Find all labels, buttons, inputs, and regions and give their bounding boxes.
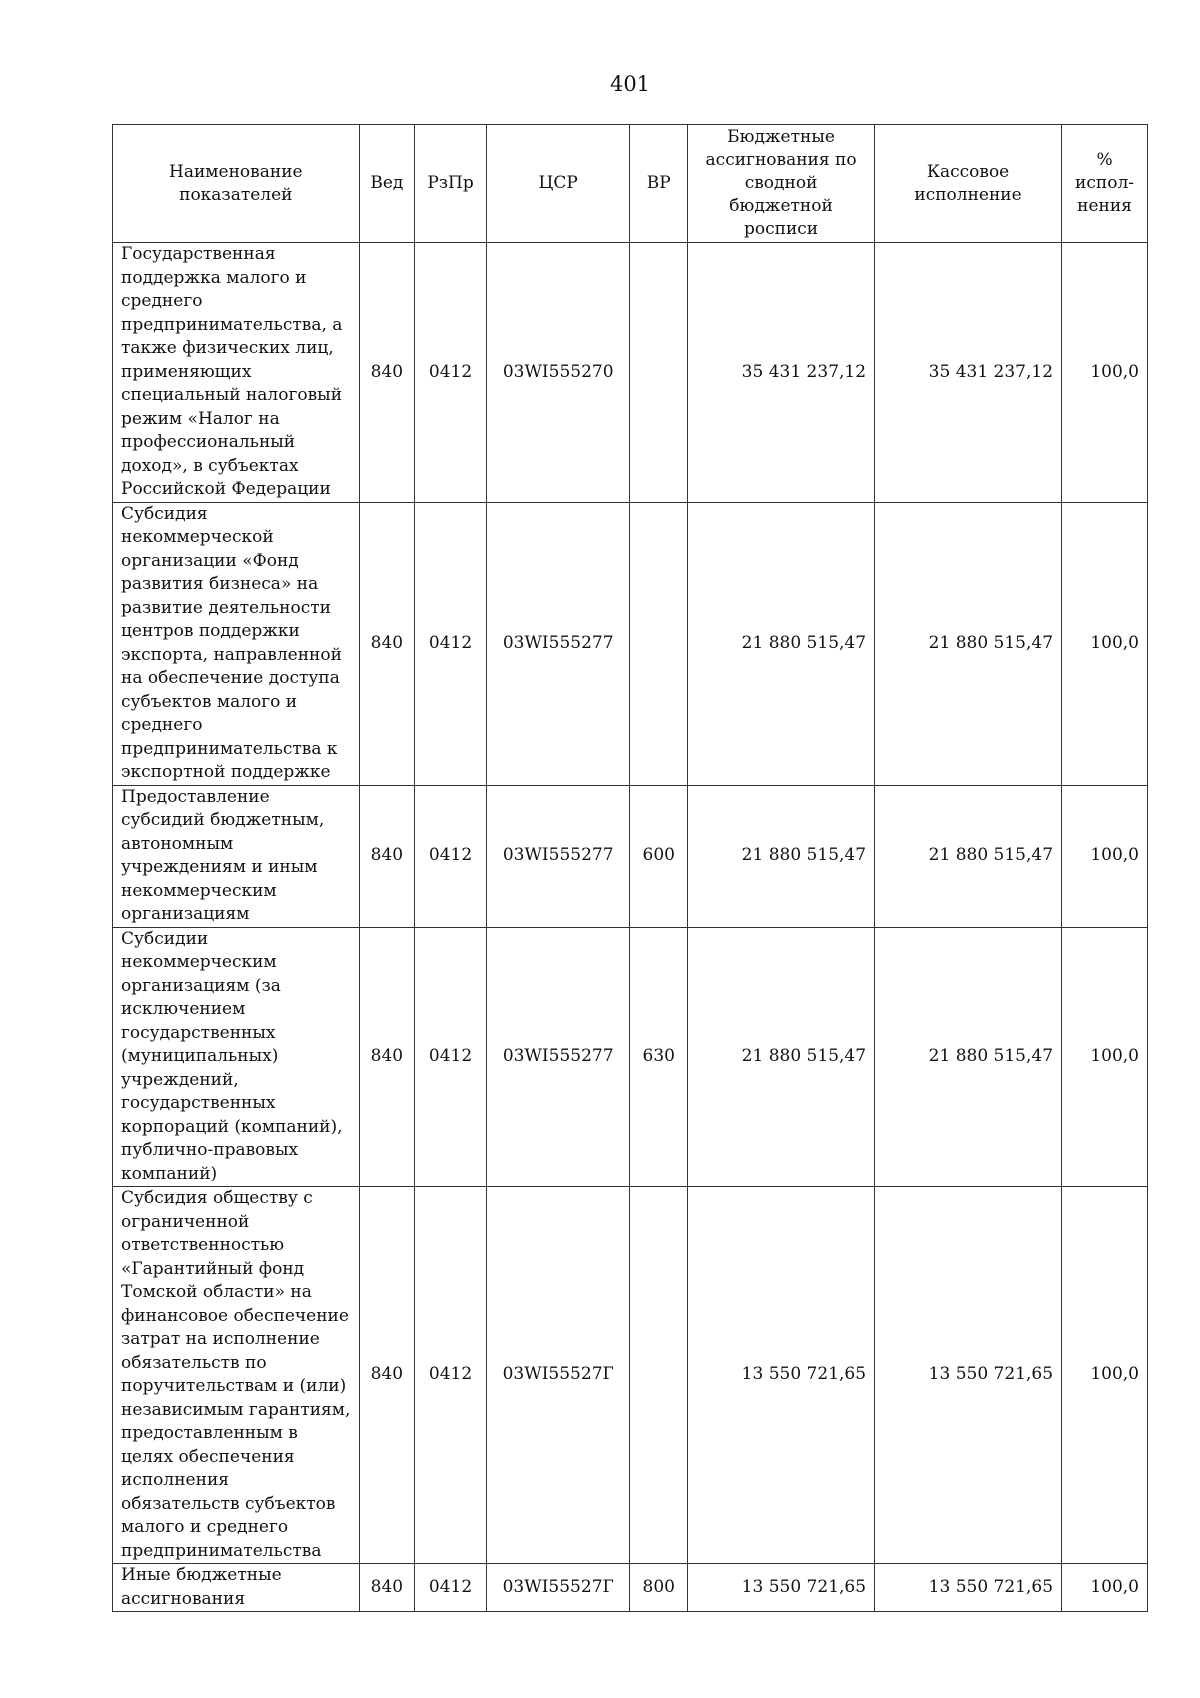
page-number: 401 xyxy=(609,72,651,96)
header-pct: % испол-нения xyxy=(1062,125,1148,243)
cell-csr: 03WI555270 xyxy=(486,243,630,503)
cell-csr: 03WI55527Г xyxy=(486,1187,630,1564)
cell-assign: 21 880 515,47 xyxy=(688,927,875,1187)
header-cash: Кассовое исполнение xyxy=(875,125,1062,243)
table-row xyxy=(113,1564,1148,1612)
cell-pct: 100,0 xyxy=(1062,1187,1148,1564)
cell-assign: 21 880 515,47 xyxy=(688,785,875,927)
cell-assign: 13 550 721,65 xyxy=(688,1564,875,1612)
table-row xyxy=(113,1187,1148,1564)
cell-cash: 21 880 515,47 xyxy=(875,927,1062,1187)
cell-assign: 13 550 721,65 xyxy=(688,1187,875,1564)
cell-name: Субсидии некоммерческим организациям (за исключением государственных (муниципальных) учреждений, государственных корпораций (компаний), публично-правовых компаний) xyxy=(113,927,360,1187)
cell-rzpr: 0412 xyxy=(415,1564,487,1612)
cell-rzpr: 0412 xyxy=(415,243,487,503)
table-header-row xyxy=(113,125,1148,243)
cell-vr xyxy=(630,502,688,785)
header-rzpr: РзПр xyxy=(415,125,487,243)
table-row xyxy=(113,502,1148,785)
cell-assign: 21 880 515,47 xyxy=(688,502,875,785)
cell-vr: 630 xyxy=(630,927,688,1187)
cell-vr: 600 xyxy=(630,785,688,927)
header-vr: ВР xyxy=(630,125,688,243)
cell-rzpr: 0412 xyxy=(415,1187,487,1564)
table-row xyxy=(113,927,1148,1187)
cell-name: Субсидия обществу с ограниченной ответственностью «Гарантийный фонд Томской области» на финансовое обеспечение затрат на исполнение обязательств по поручительствам и (или) независимым гарантиям, предоставленным в целях обеспечения исполнения обязательств субъектов малого и среднего предпринимательства xyxy=(113,1187,360,1564)
cell-ved: 840 xyxy=(359,785,415,927)
cell-csr: 03WI555277 xyxy=(486,785,630,927)
cell-vr: 800 xyxy=(630,1564,688,1612)
cell-pct: 100,0 xyxy=(1062,243,1148,503)
cell-rzpr: 0412 xyxy=(415,502,487,785)
cell-name: Субсидия некоммерческой организации «Фонд развития бизнеса» на развитие деятельности центров поддержки экспорта, направленной на обеспечение доступа субъектов малого и среднего предпринимательства к экспортной поддержке xyxy=(113,502,360,785)
cell-assign: 35 431 237,12 xyxy=(688,243,875,503)
cell-name: Государственная поддержка малого и среднего предпринимательства, а также физических лиц, применяющих специальный налоговый режим «Налог на профессиональный доход», в субъектах Российской Федерации xyxy=(113,243,360,503)
cell-pct: 100,0 xyxy=(1062,927,1148,1187)
cell-ved: 840 xyxy=(359,1187,415,1564)
cell-csr: 03WI55527Г xyxy=(486,1564,630,1612)
header-csr: ЦСР xyxy=(486,125,630,243)
cell-pct: 100,0 xyxy=(1062,502,1148,785)
cell-ved: 840 xyxy=(359,243,415,503)
cell-vr xyxy=(630,1187,688,1564)
cell-cash: 35 431 237,12 xyxy=(875,243,1062,503)
cell-vr xyxy=(630,243,688,503)
cell-name: Иные бюджетные ассигнования xyxy=(113,1564,360,1612)
cell-cash: 21 880 515,47 xyxy=(875,785,1062,927)
cell-ved: 840 xyxy=(359,927,415,1187)
cell-rzpr: 0412 xyxy=(415,785,487,927)
budget-table xyxy=(112,124,1148,1612)
cell-name: Предоставление субсидий бюджетным, автономным учреждениям и иным некоммерческим организациям xyxy=(113,785,360,927)
cell-ved: 840 xyxy=(359,1564,415,1612)
cell-rzpr: 0412 xyxy=(415,927,487,1187)
cell-cash: 13 550 721,65 xyxy=(875,1187,1062,1564)
cell-cash: 13 550 721,65 xyxy=(875,1564,1062,1612)
table-row xyxy=(113,243,1148,503)
table-row xyxy=(113,785,1148,927)
cell-cash: 21 880 515,47 xyxy=(875,502,1062,785)
header-ved: Вед xyxy=(359,125,415,243)
cell-csr: 03WI555277 xyxy=(486,502,630,785)
header-assign: Бюджетные ассигнования по сводной бюджетной росписи xyxy=(688,125,875,243)
cell-csr: 03WI555277 xyxy=(486,927,630,1187)
cell-pct: 100,0 xyxy=(1062,1564,1148,1612)
cell-ved: 840 xyxy=(359,502,415,785)
header-name: Наименование показателей xyxy=(113,125,360,243)
cell-pct: 100,0 xyxy=(1062,785,1148,927)
